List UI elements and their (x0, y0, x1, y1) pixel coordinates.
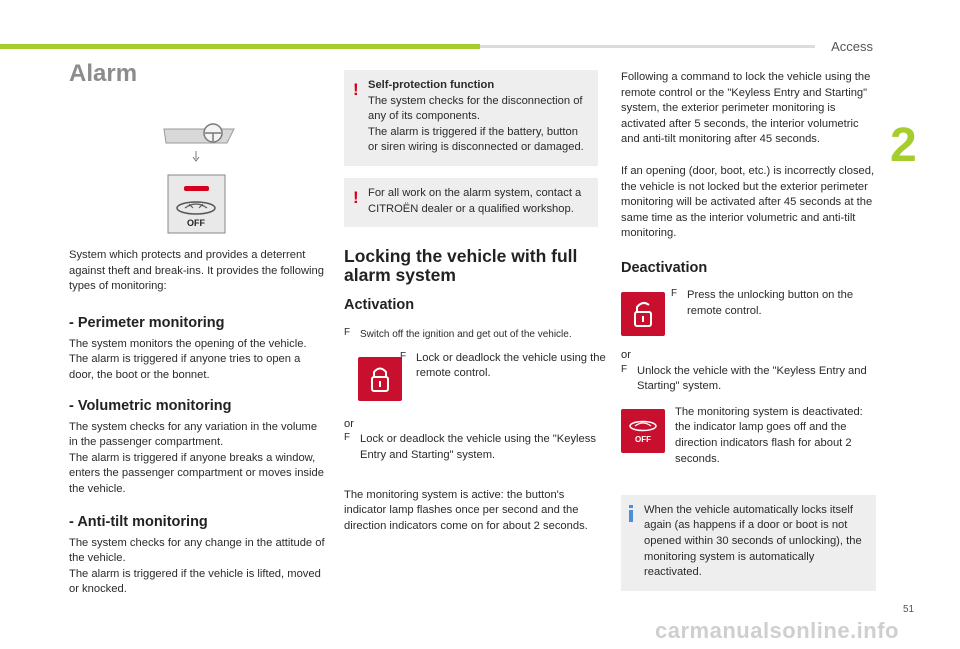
deactivation-step-1 (621, 288, 876, 344)
alarm-off-button-icon (621, 409, 665, 453)
activation-result: The monitoring system is active: the button's indicator lamp flashes once per second and the direction indicators come on for about 2 seconds. (344, 488, 588, 532)
section-name: Access (831, 39, 873, 54)
deactivation-result-block (621, 407, 876, 477)
off-label: OFF (635, 434, 651, 444)
intro-text: System which protects and provides a deterrent against theft and break-ins. It provides the following types of monitoring: (69, 249, 324, 293)
lock-timing-text: Following a command to lock the vehicle using the remote control or the "Keyless Entry and Starting" system, the exterior perimeter monitoring is activated after 5 seconds, the interior volumetric and anti-tilt monitoring after 45 seconds. (621, 71, 871, 146)
watermark: carmanualsonline.info (655, 618, 899, 643)
warning-title: Self-protection function (368, 79, 495, 91)
right-column (621, 70, 876, 591)
volumetric-heading: - Volumetric monitoring (69, 397, 232, 414)
antitilt-text-1: The system checks for any change in the attitude of the vehicle. (69, 536, 325, 565)
bullet-icon: F (344, 327, 351, 339)
warning-text-2: The alarm is triggered if the battery, button or siren wiring is disconnected or damaged. (368, 125, 584, 154)
or-text: or (621, 348, 631, 361)
info-icon (629, 505, 633, 522)
activation-step-3-text: Lock or deadlock the vehicle using the "Keyless Entry and Starting" system. (360, 433, 596, 461)
alarm-illustration (69, 88, 327, 236)
bullet-icon: F (621, 363, 628, 375)
deactivation-heading: Deactivation (621, 259, 708, 276)
left-column (69, 60, 327, 598)
activation-step-2-text: Lock or deadlock the vehicle using the remote control. (416, 351, 606, 380)
warning-icon: ! (353, 187, 359, 207)
or-text: or (344, 417, 354, 430)
warning-text-1: The system checks for the disconnection of any of its components. (368, 94, 583, 123)
workshop-warning (344, 178, 598, 227)
deactivation-result: The monitoring system is deactivated: the indicator lamp goes off and the direction indicators flash for about 2 seconds. (675, 405, 863, 465)
header-accent-bar (0, 44, 480, 49)
warning-icon: ! (353, 80, 359, 99)
middle-column (344, 70, 606, 534)
antitilt-heading: - Anti-tilt monitoring (69, 513, 208, 530)
antitilt-text-2: The alarm is triggered if the vehicle is lifted, moved or knocked. (69, 567, 321, 596)
activation-step-1-text: Switch off the ignition and get out of the vehicle. (360, 329, 572, 341)
header-rule (480, 45, 815, 48)
perimeter-text-1: The system monitors the opening of the vehicle. (69, 337, 307, 350)
volumetric-text-1: The system checks for any variation in the volume in the passenger compartment. (69, 420, 318, 449)
page-number: 51 (903, 604, 915, 615)
page-title: Alarm (69, 60, 138, 87)
deactivation-step-2 (621, 364, 876, 395)
bullet-icon: F (400, 350, 407, 362)
activation-heading: Activation (344, 297, 415, 314)
bullet-icon: F (671, 287, 678, 299)
perimeter-text-2: The alarm is triggered if anyone tries to open a door, the boot or the bonnet. (69, 353, 301, 381)
locking-heading: Locking the vehicle with full alarm system (344, 246, 578, 286)
bullet-icon: F (344, 432, 351, 444)
activation-step-2 (344, 350, 606, 407)
self-protection-warning (344, 70, 598, 166)
chapter-number: 2 (890, 119, 917, 172)
deactivation-step-2-text: Unlock the vehicle with the "Keyless Entry and Starting" system. (637, 364, 867, 393)
perimeter-heading: - Perimeter monitoring (69, 314, 225, 331)
alarm-button-illustration (69, 88, 327, 236)
activation-step-3 (344, 432, 598, 463)
off-label: OFF (187, 218, 205, 228)
auto-relock-info (621, 495, 876, 591)
deactivation-step-1-text: Press the unlocking button on the remote control. (687, 288, 854, 317)
incorrectly-closed-text: If an opening (door, boot, etc.) is incorrectly closed, the vehicle is not locked but the exterior perimeter monitoring will be activated after 45 seconds at the same time as the interior volumetric and anti-tilt monitoring. (621, 164, 875, 240)
activation-step-1 (344, 327, 598, 343)
warning-text: For all work on the alarm system, contact a CITROËN dealer or a qualified workshop. (368, 186, 582, 215)
volumetric-text-2: The alarm is triggered if anyone breaks a window, enters the passenger compartment or moves inside the vehicle. (69, 451, 324, 495)
info-text: When the vehicle automatically locks itself again (as happens if a door or boot is not opened within 30 seconds of unlocking), the monitoring system is automatically reactivated. (644, 503, 862, 579)
unlock-button-icon (621, 292, 665, 336)
lock-button-icon (358, 357, 402, 401)
